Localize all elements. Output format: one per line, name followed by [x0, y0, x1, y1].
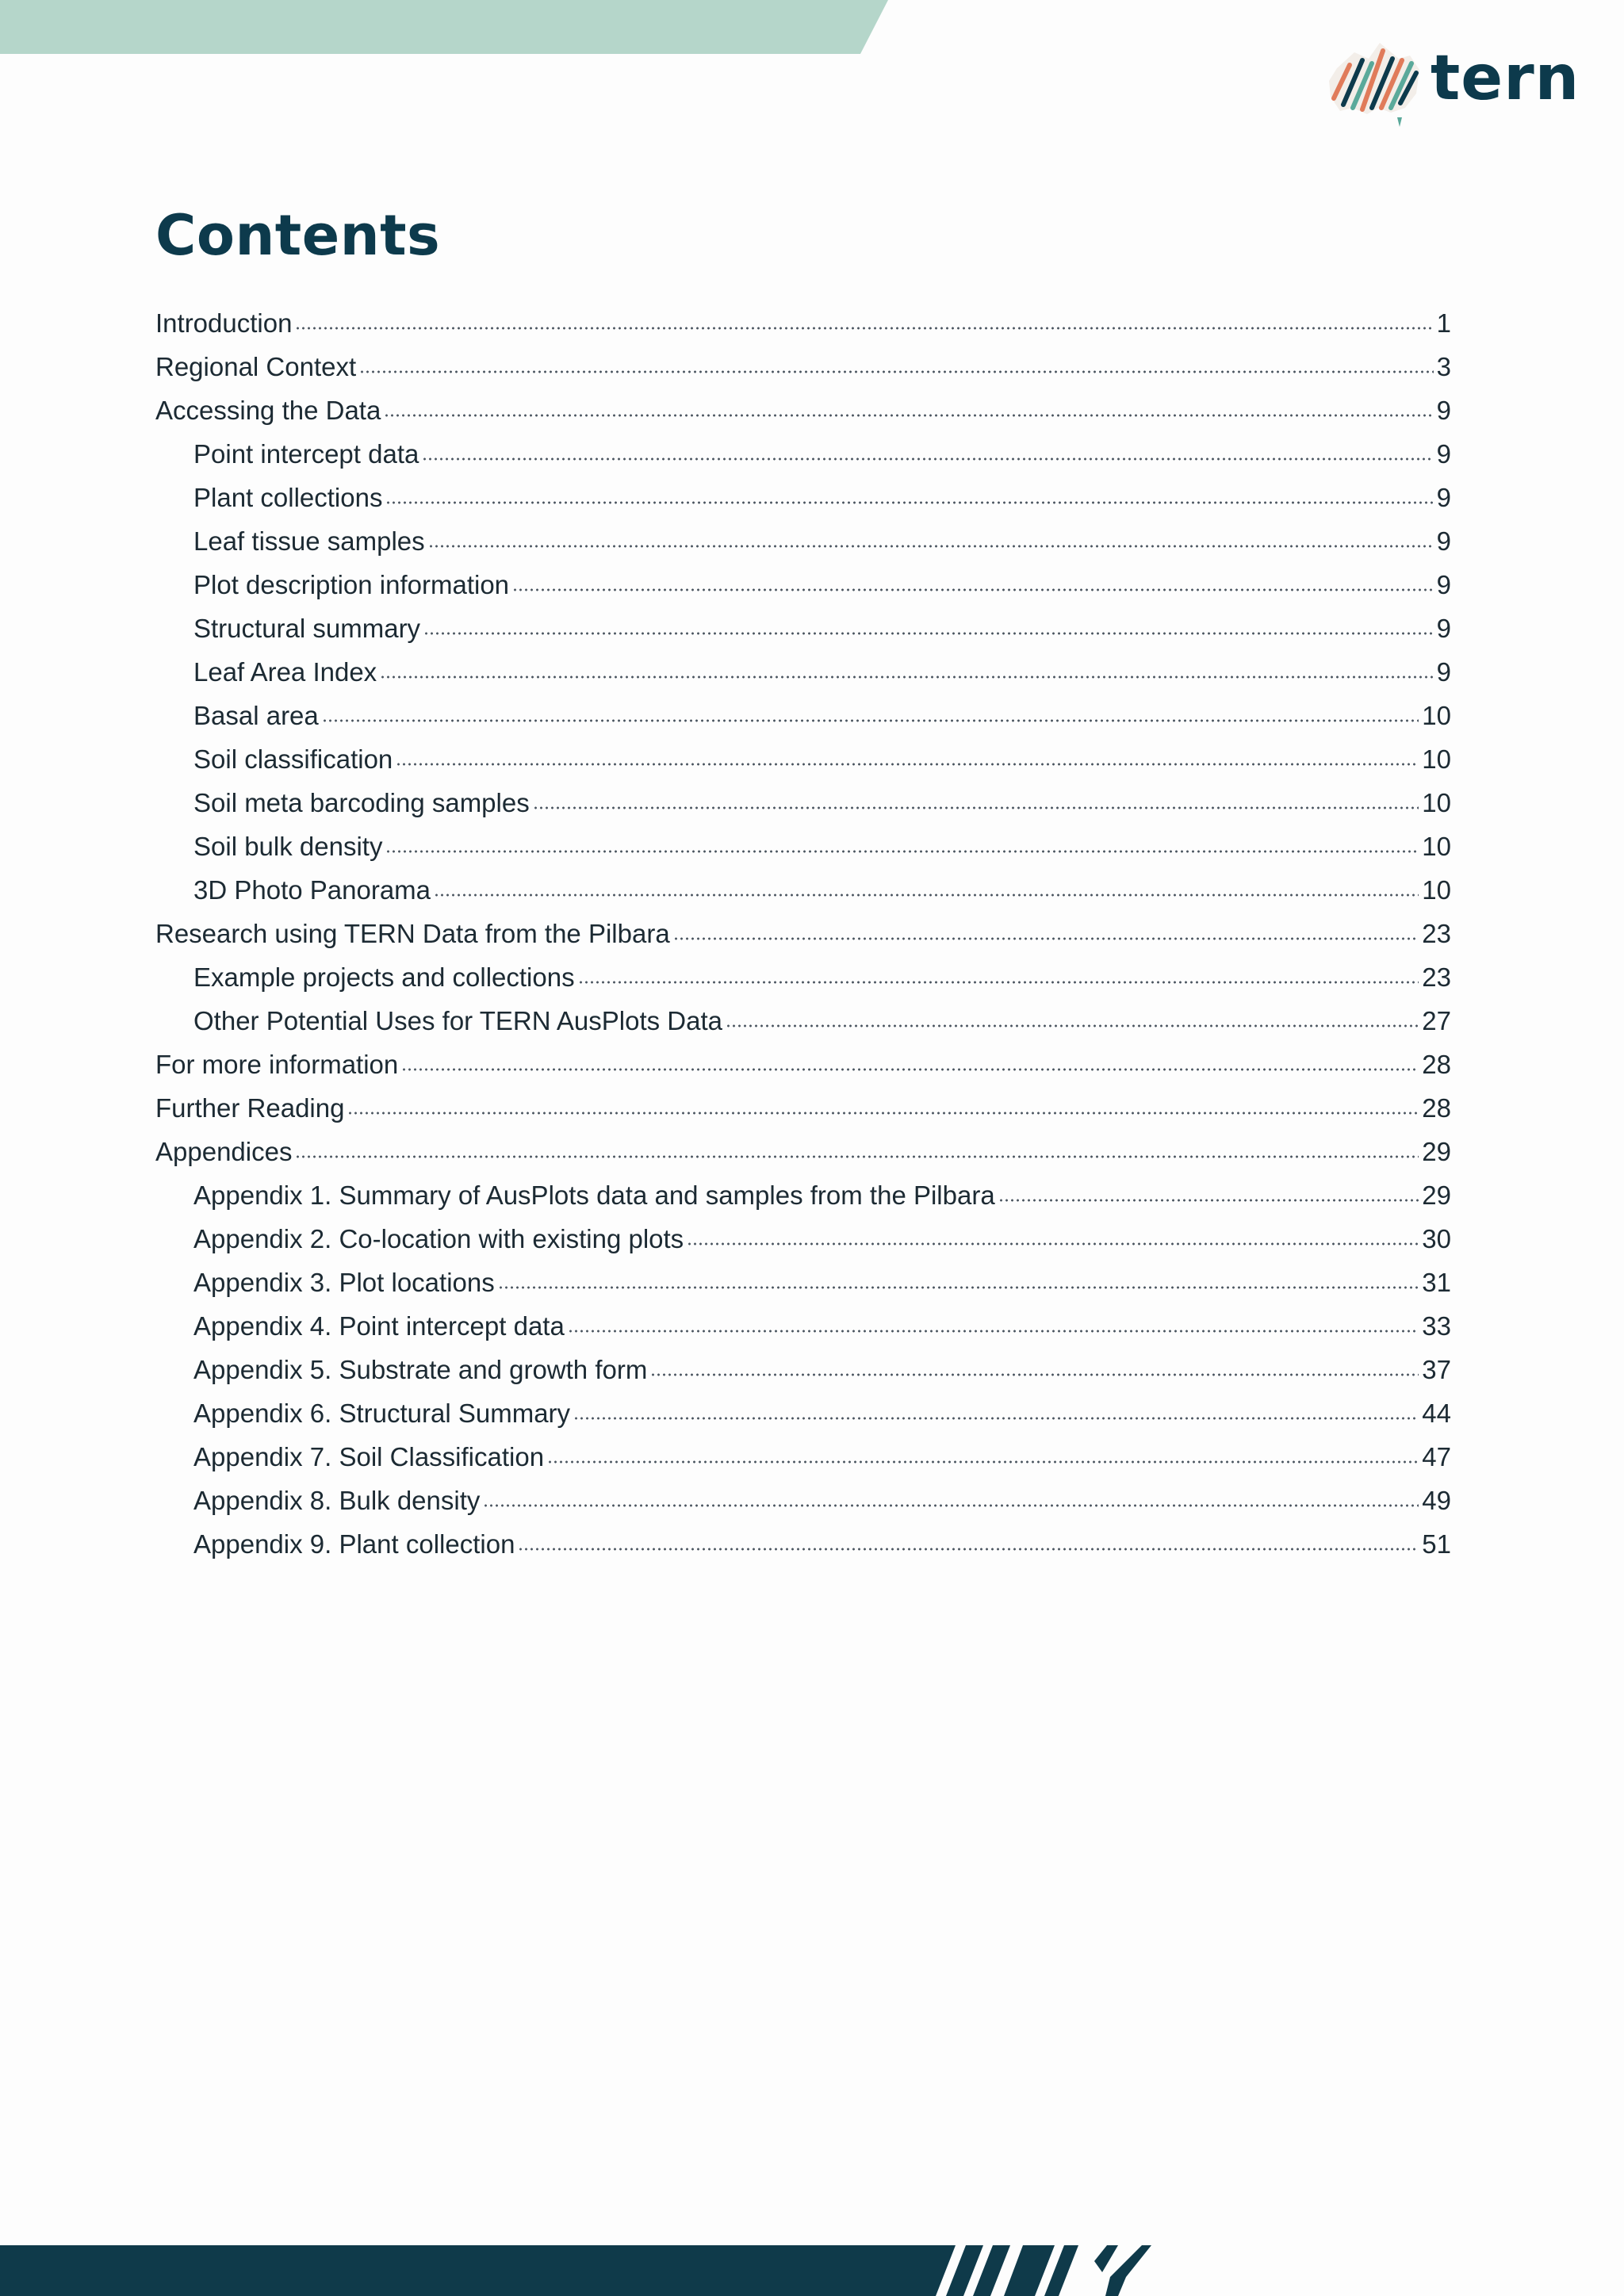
toc-entry-page-number: 44 [1422, 1399, 1451, 1428]
toc-entry[interactable] [155, 1479, 1451, 1522]
toc-entry-label: Plant collections [193, 483, 383, 512]
toc-entry[interactable] [155, 301, 1451, 345]
toc-entry-page-number: 10 [1422, 832, 1451, 861]
dot-leader [726, 1020, 1419, 1031]
dot-leader [359, 366, 1433, 377]
toc-entry-page-number: 10 [1422, 744, 1451, 774]
toc-entry-label: For more information [155, 1050, 399, 1079]
toc-entry-page-number: 9 [1436, 614, 1451, 643]
toc-entry-page-number: 28 [1422, 1093, 1451, 1123]
toc-entry[interactable] [155, 1391, 1451, 1435]
toc-entry-label: Structural summary [193, 614, 421, 643]
toc-entry[interactable] [155, 388, 1451, 432]
dot-leader [434, 890, 1419, 901]
toc-entry-label: Research using TERN Data from the Pilbara [155, 919, 670, 948]
dot-leader [518, 1544, 1419, 1555]
toc-entry[interactable] [155, 432, 1451, 476]
toc-entry-page-number: 1 [1436, 308, 1451, 338]
toc-entry-label: Soil meta barcoding samples [193, 788, 530, 817]
dot-leader [423, 628, 1434, 639]
dot-leader [422, 453, 1433, 465]
toc-entry[interactable] [155, 694, 1451, 737]
dot-leader [385, 846, 1419, 857]
toc-entry[interactable] [155, 781, 1451, 825]
toc-entry[interactable] [155, 1086, 1451, 1130]
toc-entry-page-number: 33 [1422, 1311, 1451, 1341]
toc-entry-page-number: 49 [1422, 1486, 1451, 1515]
toc-entry[interactable] [155, 563, 1451, 607]
tern-wordmark: tern [1431, 43, 1580, 114]
toc-entry-page-number: 27 [1422, 1006, 1451, 1035]
toc-entry[interactable] [155, 825, 1451, 868]
footer-band [0, 2245, 1158, 2296]
toc-entry-label: Appendix 9. Plant collection [193, 1529, 515, 1559]
toc-entry-label: Accessing the Data [155, 396, 381, 425]
toc-entry[interactable] [155, 955, 1451, 999]
toc-entry[interactable] [155, 737, 1451, 781]
toc-entry-page-number: 31 [1422, 1268, 1451, 1297]
toc-entry-page-number: 29 [1422, 1137, 1451, 1166]
toc-entry-label: Appendix 8. Bulk density [193, 1486, 481, 1515]
toc-entry-label: Example projects and collections [193, 962, 575, 992]
dot-leader [295, 1151, 1419, 1162]
tern-australia-icon [1323, 35, 1426, 138]
toc-entry[interactable] [155, 1130, 1451, 1173]
dot-leader [483, 1500, 1419, 1511]
table-of-contents [155, 301, 1451, 1566]
toc-entry-label: Plot description information [193, 570, 510, 599]
toc-entry-page-number: 29 [1422, 1181, 1451, 1210]
toc-entry[interactable] [155, 345, 1451, 388]
dot-leader [650, 1369, 1419, 1380]
toc-entry-label: Appendix 2. Co-location with existing plots [193, 1224, 684, 1253]
toc-entry-label: Introduction [155, 308, 293, 338]
toc-entry-label: Appendices [155, 1137, 293, 1166]
toc-entry-page-number: 47 [1422, 1442, 1451, 1471]
dot-leader [322, 715, 1419, 726]
toc-entry-page-number: 9 [1436, 396, 1451, 425]
dot-leader [687, 1238, 1419, 1249]
toc-entry-label: Appendix 6. Structural Summary [193, 1399, 571, 1428]
toc-entry-page-number: 9 [1436, 483, 1451, 512]
toc-entry[interactable] [155, 1173, 1451, 1217]
toc-entry-label: Soil bulk density [193, 832, 383, 861]
dot-leader [347, 1108, 1419, 1119]
toc-entry-page-number: 51 [1422, 1529, 1451, 1559]
toc-entry-label: Leaf Area Index [193, 657, 377, 687]
toc-entry[interactable] [155, 1304, 1451, 1348]
header-band [0, 0, 888, 54]
toc-entry-page-number: 10 [1422, 875, 1451, 905]
page-title: Contents [155, 203, 441, 268]
toc-entry-label: Leaf tissue samples [193, 526, 425, 556]
toc-entry-label: Point intercept data [193, 439, 419, 469]
toc-entry[interactable] [155, 476, 1451, 519]
toc-entry-page-number: 3 [1436, 352, 1451, 381]
toc-entry-label: Appendix 7. Soil Classification [193, 1442, 545, 1471]
dot-leader [396, 759, 1419, 770]
dot-leader [998, 1195, 1419, 1206]
dot-leader [512, 584, 1434, 595]
toc-entry-page-number: 23 [1422, 962, 1451, 992]
dot-leader [498, 1282, 1419, 1293]
toc-entry[interactable] [155, 868, 1451, 912]
toc-entry[interactable] [155, 1522, 1451, 1566]
toc-entry[interactable] [155, 912, 1451, 955]
toc-entry-label: Other Potential Uses for TERN AusPlots Data [193, 1006, 723, 1035]
dot-leader [568, 1326, 1419, 1337]
dot-leader [295, 323, 1433, 334]
toc-entry-page-number: 30 [1422, 1224, 1451, 1253]
toc-entry[interactable] [155, 1348, 1451, 1391]
toc-entry-page-number: 10 [1422, 701, 1451, 730]
toc-entry[interactable] [155, 650, 1451, 694]
toc-entry-page-number: 37 [1422, 1355, 1451, 1384]
toc-entry-label: Further Reading [155, 1093, 345, 1123]
toc-entry-page-number: 9 [1436, 526, 1451, 556]
toc-entry-page-number: 9 [1436, 439, 1451, 469]
toc-entry-label: Appendix 4. Point intercept data [193, 1311, 565, 1341]
toc-entry-label: Appendix 3. Plot locations [193, 1268, 495, 1297]
toc-entry-page-number: 9 [1436, 570, 1451, 599]
toc-entry[interactable] [155, 519, 1451, 563]
toc-entry[interactable] [155, 1261, 1451, 1304]
toc-entry-label: 3D Photo Panorama [193, 875, 431, 905]
toc-entry-page-number: 9 [1436, 657, 1451, 687]
dot-leader [533, 802, 1419, 813]
toc-entry-label: Basal area [193, 701, 319, 730]
toc-entry-label: Soil classification [193, 744, 393, 774]
toc-entry-label: Appendix 5. Substrate and growth form [193, 1355, 648, 1384]
toc-entry-page-number: 28 [1422, 1050, 1451, 1079]
dot-leader [384, 410, 1433, 421]
dot-leader [428, 541, 1434, 552]
dot-leader [547, 1456, 1419, 1468]
dot-leader [578, 977, 1419, 988]
dot-leader [380, 672, 1433, 683]
dot-leader [401, 1064, 1419, 1075]
toc-entry-page-number: 23 [1422, 919, 1451, 948]
toc-entry[interactable] [155, 1043, 1451, 1086]
toc-entry[interactable] [155, 1217, 1451, 1261]
toc-entry-label: Appendix 1. Summary of AusPlots data and samples from the Pilbara [193, 1181, 995, 1210]
dot-leader [573, 1413, 1419, 1424]
toc-entry[interactable] [155, 999, 1451, 1043]
toc-entry[interactable] [155, 607, 1451, 650]
dot-leader [673, 933, 1419, 944]
dot-leader [385, 497, 1433, 508]
toc-entry-page-number: 10 [1422, 788, 1451, 817]
toc-entry-label: Regional Context [155, 352, 357, 381]
toc-entry[interactable] [155, 1435, 1451, 1479]
tern-logo [1323, 35, 1580, 138]
